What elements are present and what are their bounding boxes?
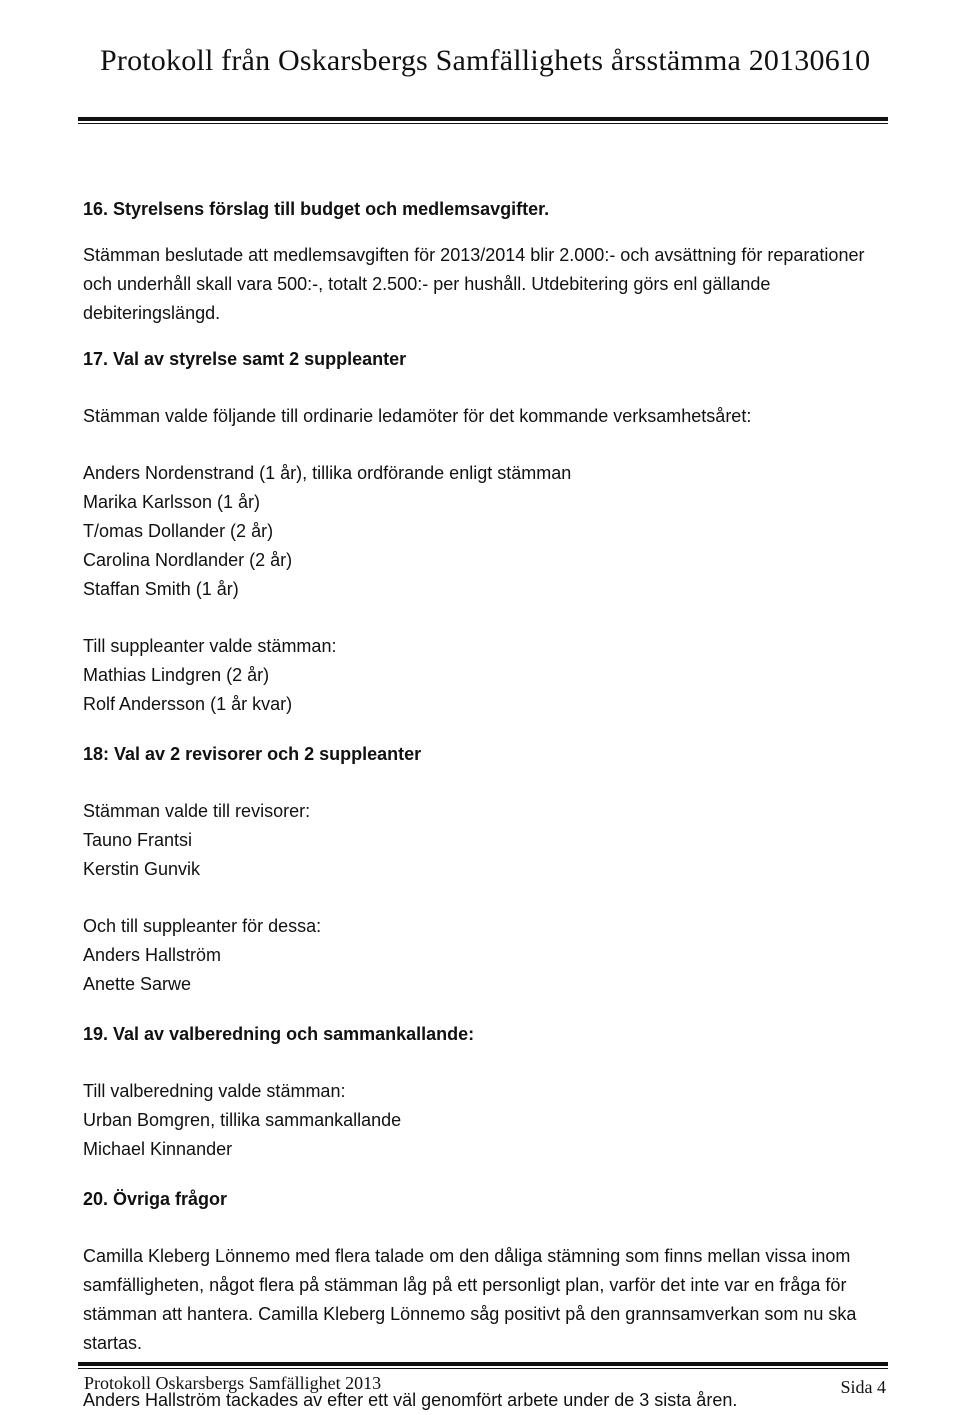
section-17-heading: 17. Val av styrelse samt 2 suppleanter: [83, 349, 407, 369]
footer-rule-thick: [78, 1362, 888, 1366]
list-item: Tauno Frantsi: [83, 830, 193, 850]
list-item: Michael Kinnander: [83, 1139, 233, 1159]
header-rule-thin: [78, 123, 888, 124]
list-item: Rolf Andersson (1 år kvar): [83, 694, 293, 714]
document-body: [83, 195, 883, 1415]
nomination-committee-list: [83, 1106, 883, 1164]
auditors-list: [83, 826, 883, 884]
board-members-list: [83, 459, 883, 604]
section-18-heading: 18: Val av 2 revisorer och 2 suppleanter: [83, 744, 422, 764]
section-20-paragraph-2: Anders Hallström tackades av efter ett väl genomfört arbete under de 3 sista åren.: [83, 1390, 738, 1410]
list-item: Carolina Nordlander (2 år): [83, 550, 293, 570]
section-18-intro: Stämman valde till revisorer:: [83, 801, 311, 821]
section-16-text: Stämman beslutade att medlemsavgiften för 2013/2014 blir 2.000:- och avsättning för reparationer och underhåll skall vara 500:-, totalt 2.500:- per hushåll. Utdebitering görs enl gällande debiteringslängd.: [83, 245, 865, 323]
section-19-intro: Till valberedning valde stämman:: [83, 1081, 346, 1101]
section-20-heading: 20. Övriga frågor: [83, 1189, 228, 1209]
page-header-title: Protokoll från Oskarsbergs Samfällighets årsstämma 20130610: [100, 44, 871, 77]
section-20-paragraph-1: Camilla Kleberg Lönnemo med flera talade om den dåliga stämning som finns mellan vissa inom samfälligheten, något flera på stämman låg på ett personligt plan, varför det inte var en fråga för stämman att hantera. Camilla Kleberg Lönnemo såg positivt på den grannsamverkan som nu ska startas.: [83, 1246, 857, 1353]
list-item: Urban Bomgren, tillika sammankallande: [83, 1110, 402, 1130]
footer-rule-thin: [78, 1368, 888, 1369]
footer-page-number: Sida 4: [840, 1377, 886, 1397]
section-17-intro: Stämman valde följande till ordinarie ledamöter för det kommande verksamhetsåret:: [83, 406, 752, 426]
list-item: Mathias Lindgren (2 år): [83, 665, 270, 685]
header-rule-thick: [78, 117, 888, 121]
list-item: Kerstin Gunvik: [83, 859, 201, 879]
section-18-deputies-intro: Och till suppleanter för dessa:: [83, 916, 322, 936]
section-19-heading: 19. Val av valberedning och sammankallande:: [83, 1024, 475, 1044]
list-item: Anders Hallström: [83, 945, 222, 965]
list-item: Anders Nordenstrand (1 år), tillika ordförande enligt stämman: [83, 463, 572, 483]
auditor-deputies-list: [83, 941, 883, 999]
section-17-deputies-intro: Till suppleanter valde stämman:: [83, 636, 337, 656]
footer-document-title: Protokoll Oskarsbergs Samfällighet 2013: [84, 1373, 382, 1393]
board-deputies-list: [83, 661, 883, 719]
list-item: Marika Karlsson (1 år): [83, 492, 261, 512]
section-16-heading: 16. Styrelsens förslag till budget och medlemsavgifter.: [83, 199, 550, 219]
list-item: Staffan Smith (1 år): [83, 579, 239, 599]
list-item: T/omas Dollander (2 år): [83, 521, 274, 541]
list-item: Anette Sarwe: [83, 974, 192, 994]
